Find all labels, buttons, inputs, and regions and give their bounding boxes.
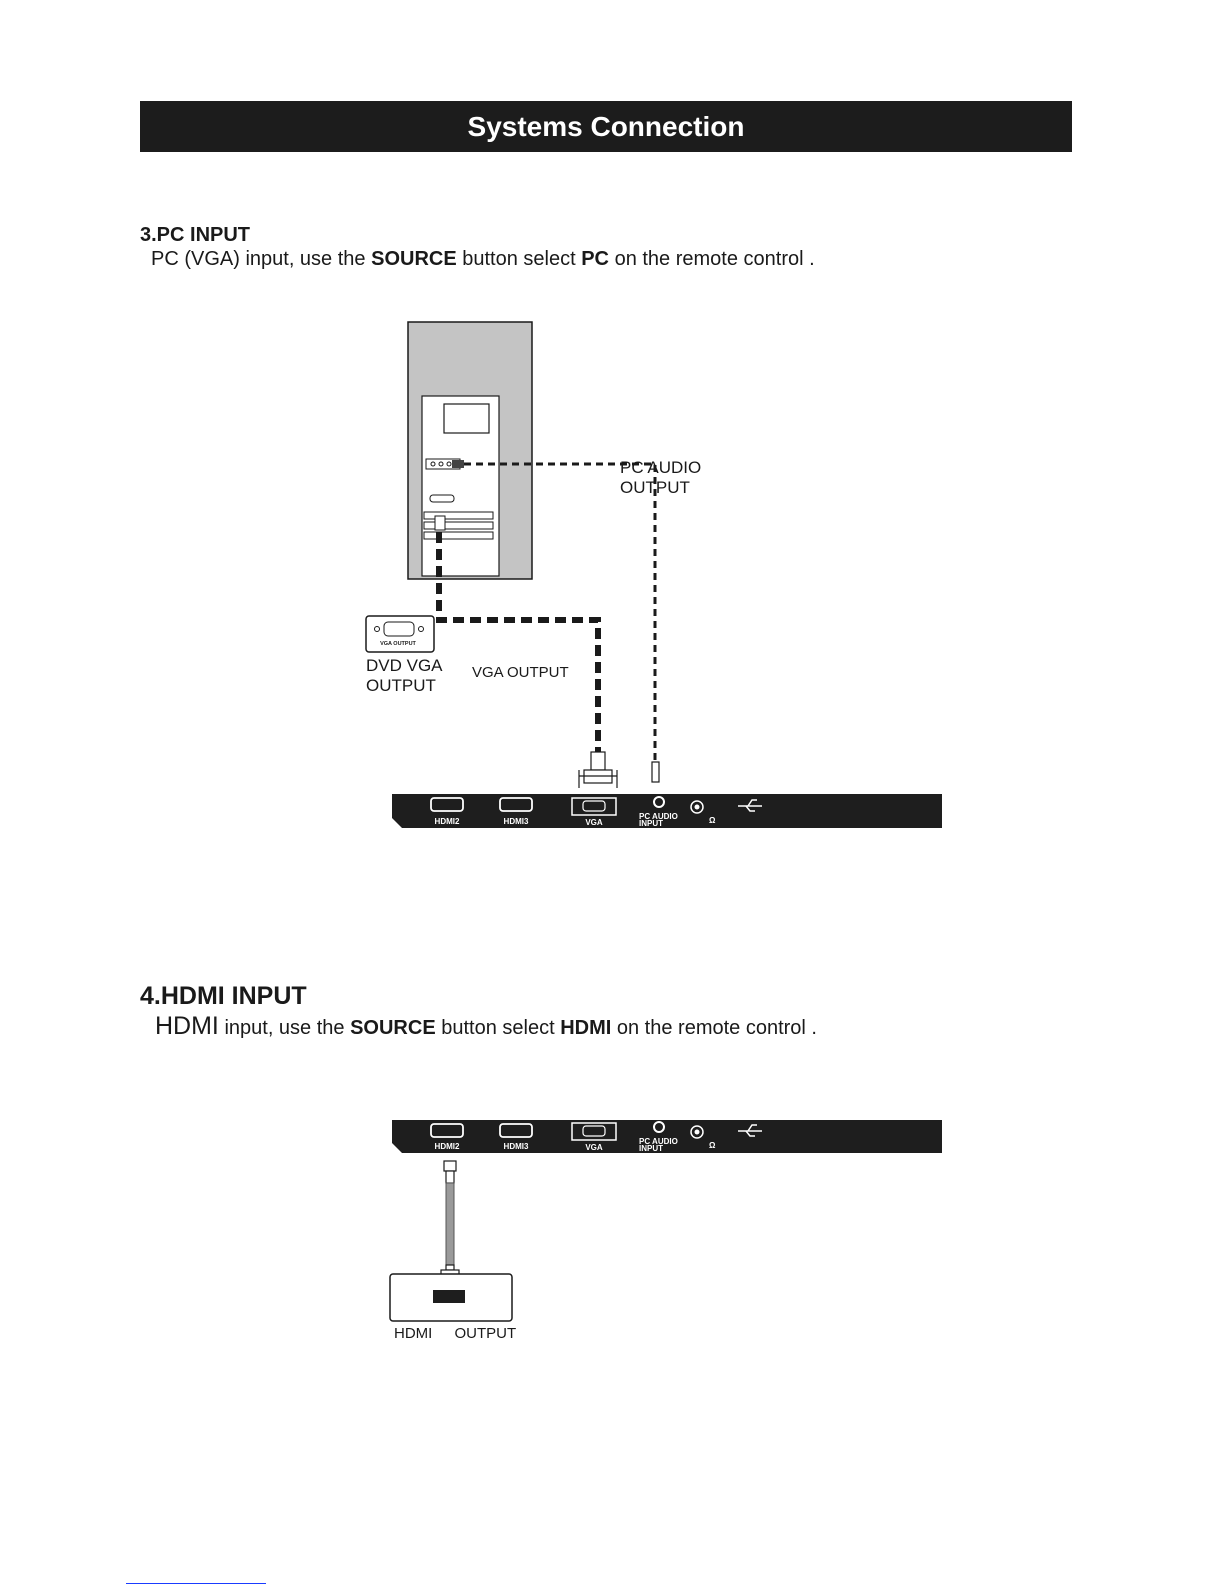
panel-label-vga: VGA: [585, 818, 603, 827]
panel-label-ohm: Ω: [709, 816, 716, 825]
panel-label-pc-audio: PC AUDIO: [639, 812, 678, 821]
pc-desc-mid: button select: [456, 248, 582, 270]
footer-rule: [126, 1583, 266, 1584]
hdmi-output-device: [390, 1274, 512, 1321]
pc-desc-pc: PC: [581, 248, 610, 270]
dvd-vga-label-line1: DVD VGA: [366, 656, 443, 675]
tv-back-panel-pc: [392, 794, 942, 828]
dvd-vga-label-line2: OUTPUT: [366, 676, 436, 695]
hdmi-desc-source: SOURCE: [350, 1017, 436, 1039]
hdmi-desc-hdmi: HDMI: [560, 1017, 612, 1039]
hdmi-desc-lead: HDMI: [155, 1012, 219, 1040]
hdmi-desc-pre: input, use the: [218, 1017, 351, 1039]
pc-tower: [408, 322, 532, 579]
pc-desc-pre: PC (VGA) input, use the: [151, 248, 372, 270]
vga-output-port-box: [366, 616, 434, 652]
panel-label-vga: VGA: [585, 1143, 603, 1152]
dvd-vga-output-label: [366, 656, 443, 696]
vga-plug: [579, 752, 617, 788]
panel-label-pc-audio: PC AUDIO: [639, 1137, 678, 1146]
pc-desc-post: on the remote control .: [609, 248, 815, 270]
tv-back-panel-hdmi: [392, 1120, 942, 1153]
panel-label-hdmi2: HDMI2: [434, 817, 460, 826]
panel-label-hdmi3: HDMI3: [503, 817, 529, 826]
panel-label-input: INPUT: [639, 1144, 663, 1153]
panel-label-hdmi3: HDMI3: [503, 1142, 529, 1151]
hdmi-desc-post: on the remote control .: [611, 1017, 817, 1039]
pc-desc-source: SOURCE: [371, 248, 457, 270]
pc-audio-output-label: [620, 458, 701, 498]
hdmi-input-description: [155, 1012, 817, 1041]
hdmi-cable: [441, 1161, 459, 1282]
vga-box-text: VGA OUTPUT: [380, 641, 416, 647]
hdmi-input-heading: 4.HDMI INPUT: [140, 982, 307, 1010]
pc-audio-label-line1: PC AUDIO: [620, 458, 702, 477]
pc-input-heading: 3.PC INPUT: [140, 224, 251, 246]
hdmi-desc-mid: button select: [435, 1017, 561, 1039]
vga-output-label: VGA OUTPUT: [472, 664, 569, 681]
hdmi-output-label-2: OUTPUT: [454, 1325, 517, 1342]
hdmi-output-label-1: HDMI: [394, 1325, 433, 1342]
panel-label-ohm: Ω: [709, 1141, 716, 1150]
panel-label-hdmi2: HDMI2: [434, 1142, 460, 1151]
panel-label-input: INPUT: [639, 819, 663, 828]
hdmi-output-label: [394, 1325, 516, 1342]
audio-plug: [652, 762, 659, 782]
page-title: Systems Connection: [140, 101, 1072, 152]
pc-audio-label-line2: OUTPUT: [620, 478, 690, 497]
